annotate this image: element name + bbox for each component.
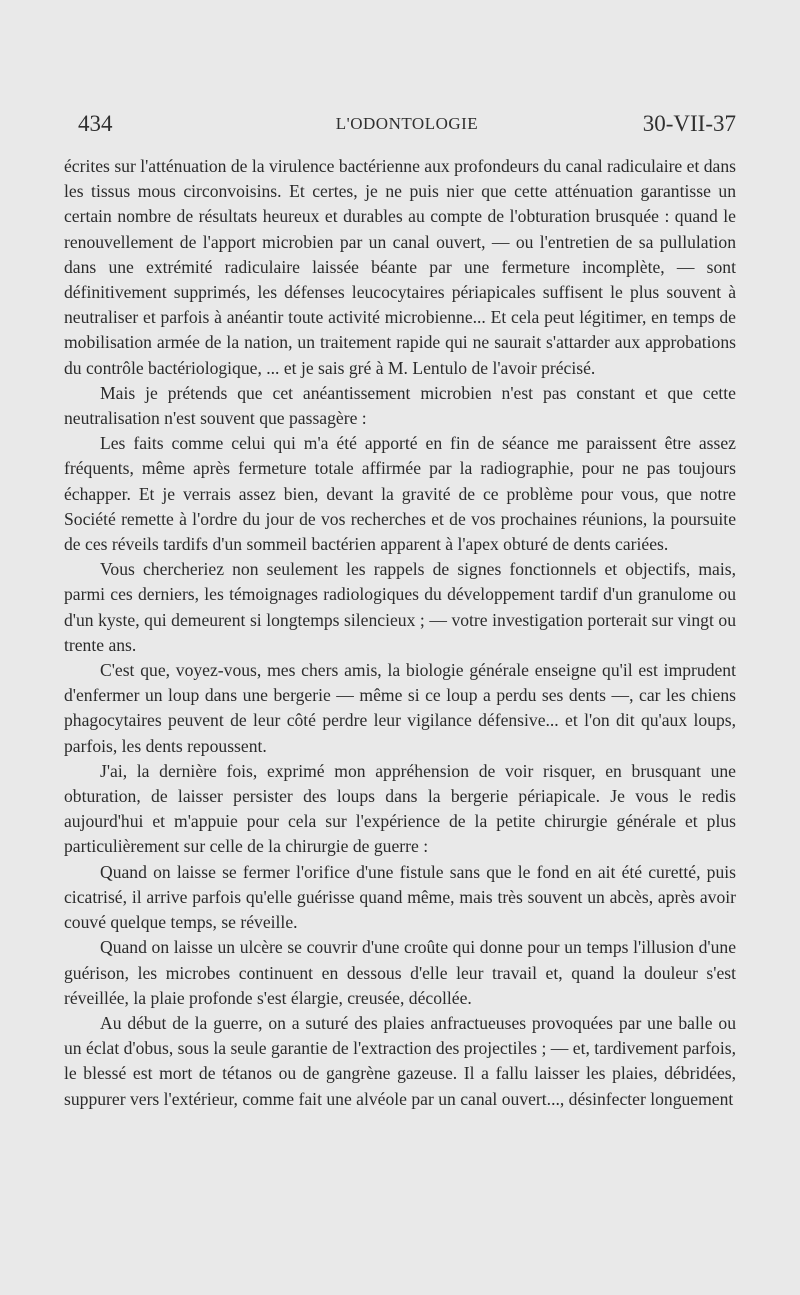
paragraph: Mais je prétends que cet anéantissement microbien n'est pas constant et que cette neutralisation n'est souvent que passagère : (64, 382, 736, 429)
page-number: 434 (78, 111, 113, 136)
paragraph: J'ai, la dernière fois, exprimé mon appréhension de voir risquer, en brusquant une obturation, de laisser persister des loups dans la bergerie périapicale. Je vous le redis aujourd'hui et m'appuie pour cela sur l'expérience de la petite chirurgie générale et plus particulièrement sur celle de la chirurgie de guerre : (64, 760, 736, 857)
paragraph: C'est que, voyez-vous, mes chers amis, la biologie générale enseigne qu'il est imprudent d'enfermer un loup dans une bergerie — même si ce loup a perdu ses dents —, car les chiens phagocytaires peuvent de leur côté perdre leur vigilance défensive... et l'on dit qu'aux loups, parfois, les dents repoussent. (64, 660, 736, 756)
paragraph: Quand on laisse un ulcère se couvrir d'une croûte qui donne pour un temps l'illusion d'une guérison, les microbes continuent en dessous d'elle leur travail et, quand la douleur s'est réveillée, la plaie profonde s'est élargie, creusée, décollée. (64, 937, 736, 1008)
paragraph: Les faits comme celui qui m'a été apporté en fin de séance me paraissent être assez fréquents, même après fermeture totale affirmée par la radiographie, pour ne pas toujours échapper. Et je verrais assez bien, devant la gravité de ce problème pour vous, que notre Société remette à l'ordre du jour de vos recherches et de vos prochaines réunions, la poursuite de ces réveils tardifs d'un sommeil bactérien apparent à l'apex obturé de dents cariées. (64, 433, 736, 555)
paragraph: Au début de la guerre, on a suturé des plaies anfractueuses provoquées par une balle ou un éclat d'obus, sous la seule garantie de l'extraction des projectiles ; — et, tardivement parfois, le blessé est mort de tétanos ou de gangrène gazeuse. Il a fallu laisser les plaies, débridées, suppurer vers l'extérieur, comme fait une alvéole par un canal ouvert..., désinfecter longuement (64, 1012, 736, 1109)
paragraph: écrites sur l'atténuation de la virulence bactérienne aux profondeurs du canal radiculaire et dans les tissus mous circonvoisins. Et certes, je ne puis nier que cette atténuation garantisse un certain nombre de résultats heureux et durables au compte de l'obturation brusquée : quand le renouvellement de l'apport microbien par un canal ouvert, — ou l'entretien de sa pullulation dans une extrémité radiculaire laissée béante par une fermeture incomplète, — sont définitivement supprimés, les défenses leucocytaires périapicales suffisent le plus souvent à neutraliser et parfois à anéantir toute activité microbienne... Et cela peut légitimer, en temps de mobilisation armée de la nation, un traitement rapide qui ne saurait s'attarder aux approbations du contrôle bactériologique, ... et je sais gré à M. Lentulo de l'avoir précisé. (64, 156, 736, 378)
paragraph: Quand on laisse se fermer l'orifice d'une fistule sans que le fond en ait été curetté, puis cicatrisé, il arrive parfois qu'elle guérisse quand même, mais très souvent un abcès, après avoir couvé quelque temps, se réveille. (64, 861, 736, 933)
journal-title: L'ODONTOLOGIE (335, 114, 479, 133)
paragraph: Vous chercheriez non seulement les rappels de signes fonctionnels et objectifs, mais, parmi ces derniers, les témoignages radiologiques du développement tardif d'un granulome ou d'un kyste, qui demeurent si longtemps silencieux ; — votre investigation porterait sur vingt ou trente ans. (64, 559, 736, 655)
running-header (78, 111, 736, 141)
body-text (64, 154, 736, 1112)
issue-date: 30-VII-37 (642, 111, 736, 136)
